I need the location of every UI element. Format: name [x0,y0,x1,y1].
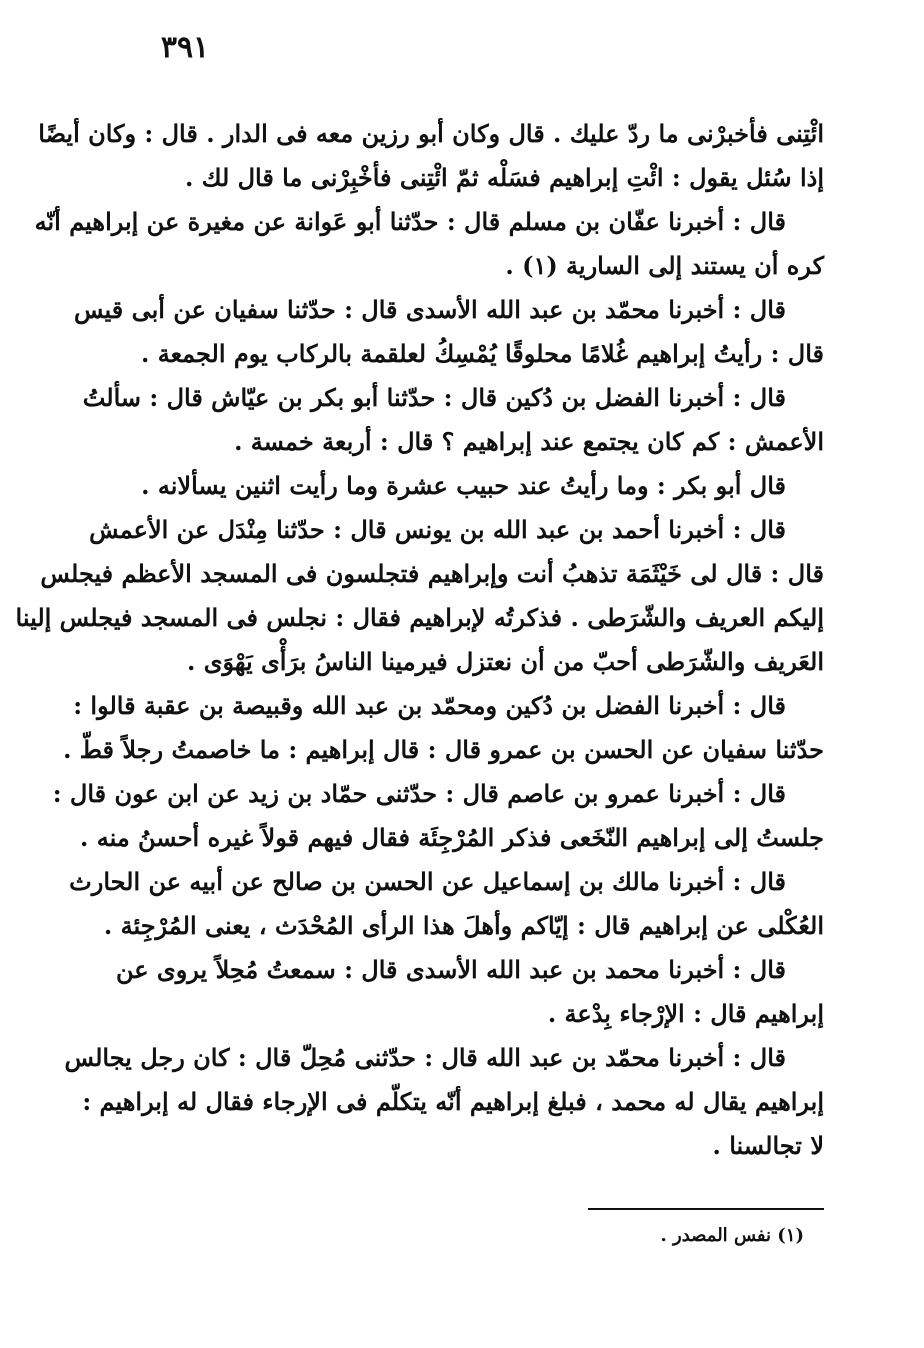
paragraph [73,288,824,376]
text-line: الأعمش : كم كان يجتمع عند إبراهيم ؟ قال : أربعة خمسة . [234,427,824,456]
text-line: قال : أخبرنا عمرو بن عاصم قال : حدّثنى حمّاد بن زيد عن ابن عون قال : [52,779,786,808]
paragraph [15,508,824,684]
text-line: قال : أخبرنا محمد بن عبد الله الأسدى قال : سمعتُ مُحِلاً يروى عن [115,955,786,984]
text-line: قال : أخبرنا أحمد بن عبد الله بن يونس قال : حدّثنا مِنْدَل عن الأعمش [89,515,786,544]
footnote: (١) نفس المصدر . [660,1225,804,1246]
paragraph [82,376,824,464]
text-line: ائْتِنى فأخبرْنى ما ردّ عليك . قال وكان أبو رزين معه فى الدار . قال : وكان أيضًا [38,119,824,148]
text-line: قال : قال لى خَيْثَمَة تذهبُ أنت وإبراهيم فتجلسون فى المسجد الأعظم فيجلس [40,559,824,588]
paragraph [52,772,824,860]
text-line: حدّثنا سفيان عن الحسن بن عمرو قال : قال إبراهيم : ما خاصمتُ رجلاً قطّ . [63,735,824,764]
text-line: لا تجالسنا . [712,1131,824,1160]
text-line: إبراهيم يقال له محمد ، فبلغ إبراهيم أنّه يتكلّم فى الإرجاء فقال له إبراهيم : [82,1087,824,1116]
text-line: قال : أخبرنا الفضل بن دُكين ومحمّد بن عبد الله وقبيصة بن عقبة قالوا : [73,691,786,720]
text-line: جلستُ إلى إبراهيم النّخَعى فذكر المُرْجِئَة فقال فيهم قولاً غيره أحسنُ منه . [80,823,824,852]
paragraph [69,860,824,948]
page-number: ٣٩١ [160,30,210,65]
paragraph [63,684,824,772]
paragraph [115,948,824,1036]
text-line: قال : أخبرنا محمّد بن عبد الله الأسدى قال : حدّثنا سفيان عن أبى قيس [73,295,786,324]
text-line: العُكْلى عن إبراهيم قال : إيّاكم وأهلَ هذا الرأى المُحْدَث ، يعنى المُرْجِئة . [103,911,824,940]
text-line: العَريف والشّرَطى أحبّ من أن نعتزل فيرمينا الناسُ برَأْى يَهْوَى . [187,647,824,676]
text-line: إليكم العريف والشّرَطى . فذكرتُه لإبراهيم فقال : نجلس فى المسجد فيجلس إلينا [15,603,824,632]
body-text [15,112,824,1168]
text-line: قال : رأيتُ إبراهيم غُلامًا محلوقًا يُمْسِكُ لعلقمة بالركاب يوم الجمعة . [140,339,824,368]
paragraph [34,200,824,288]
text-line: قال أبو بكر : وما رأيتُ عند حبيب عشرة وما رأيت اثنين يسألانه . [141,471,786,500]
paragraph [64,1036,824,1168]
text-line: كره أن يستند إلى السارية (١) . [505,251,824,280]
text-line: قال : أخبرنا الفضل بن دُكين قال : حدّثنا أبو بكر بن عيّاش قال : سألتُ [82,383,786,412]
text-line: قال : أخبرنا عفّان بن مسلم قال : حدّثنا أبو عَوانة عن مغيرة عن إبراهيم أنّه [34,207,786,236]
text-line: قال : أخبرنا محمّد بن عبد الله قال : حدّثنى مُحِلّ قال : كان رجل يجالس [64,1043,786,1072]
footnote-divider [588,1208,824,1210]
paragraph [132,464,824,508]
text-line: قال : أخبرنا مالك بن إسماعيل عن الحسن بن صالح عن أبيه عن الحارث [69,867,786,896]
text-line: إبراهيم قال : الإرْجاء بِدْعة . [547,999,824,1028]
text-line: إذا سُئل يقول : ائْتِ إبراهيم فسَلْه ثمّ ائْتِنى فأخْبِرْنى ما قال لك . [185,163,824,192]
paragraph [38,112,824,200]
